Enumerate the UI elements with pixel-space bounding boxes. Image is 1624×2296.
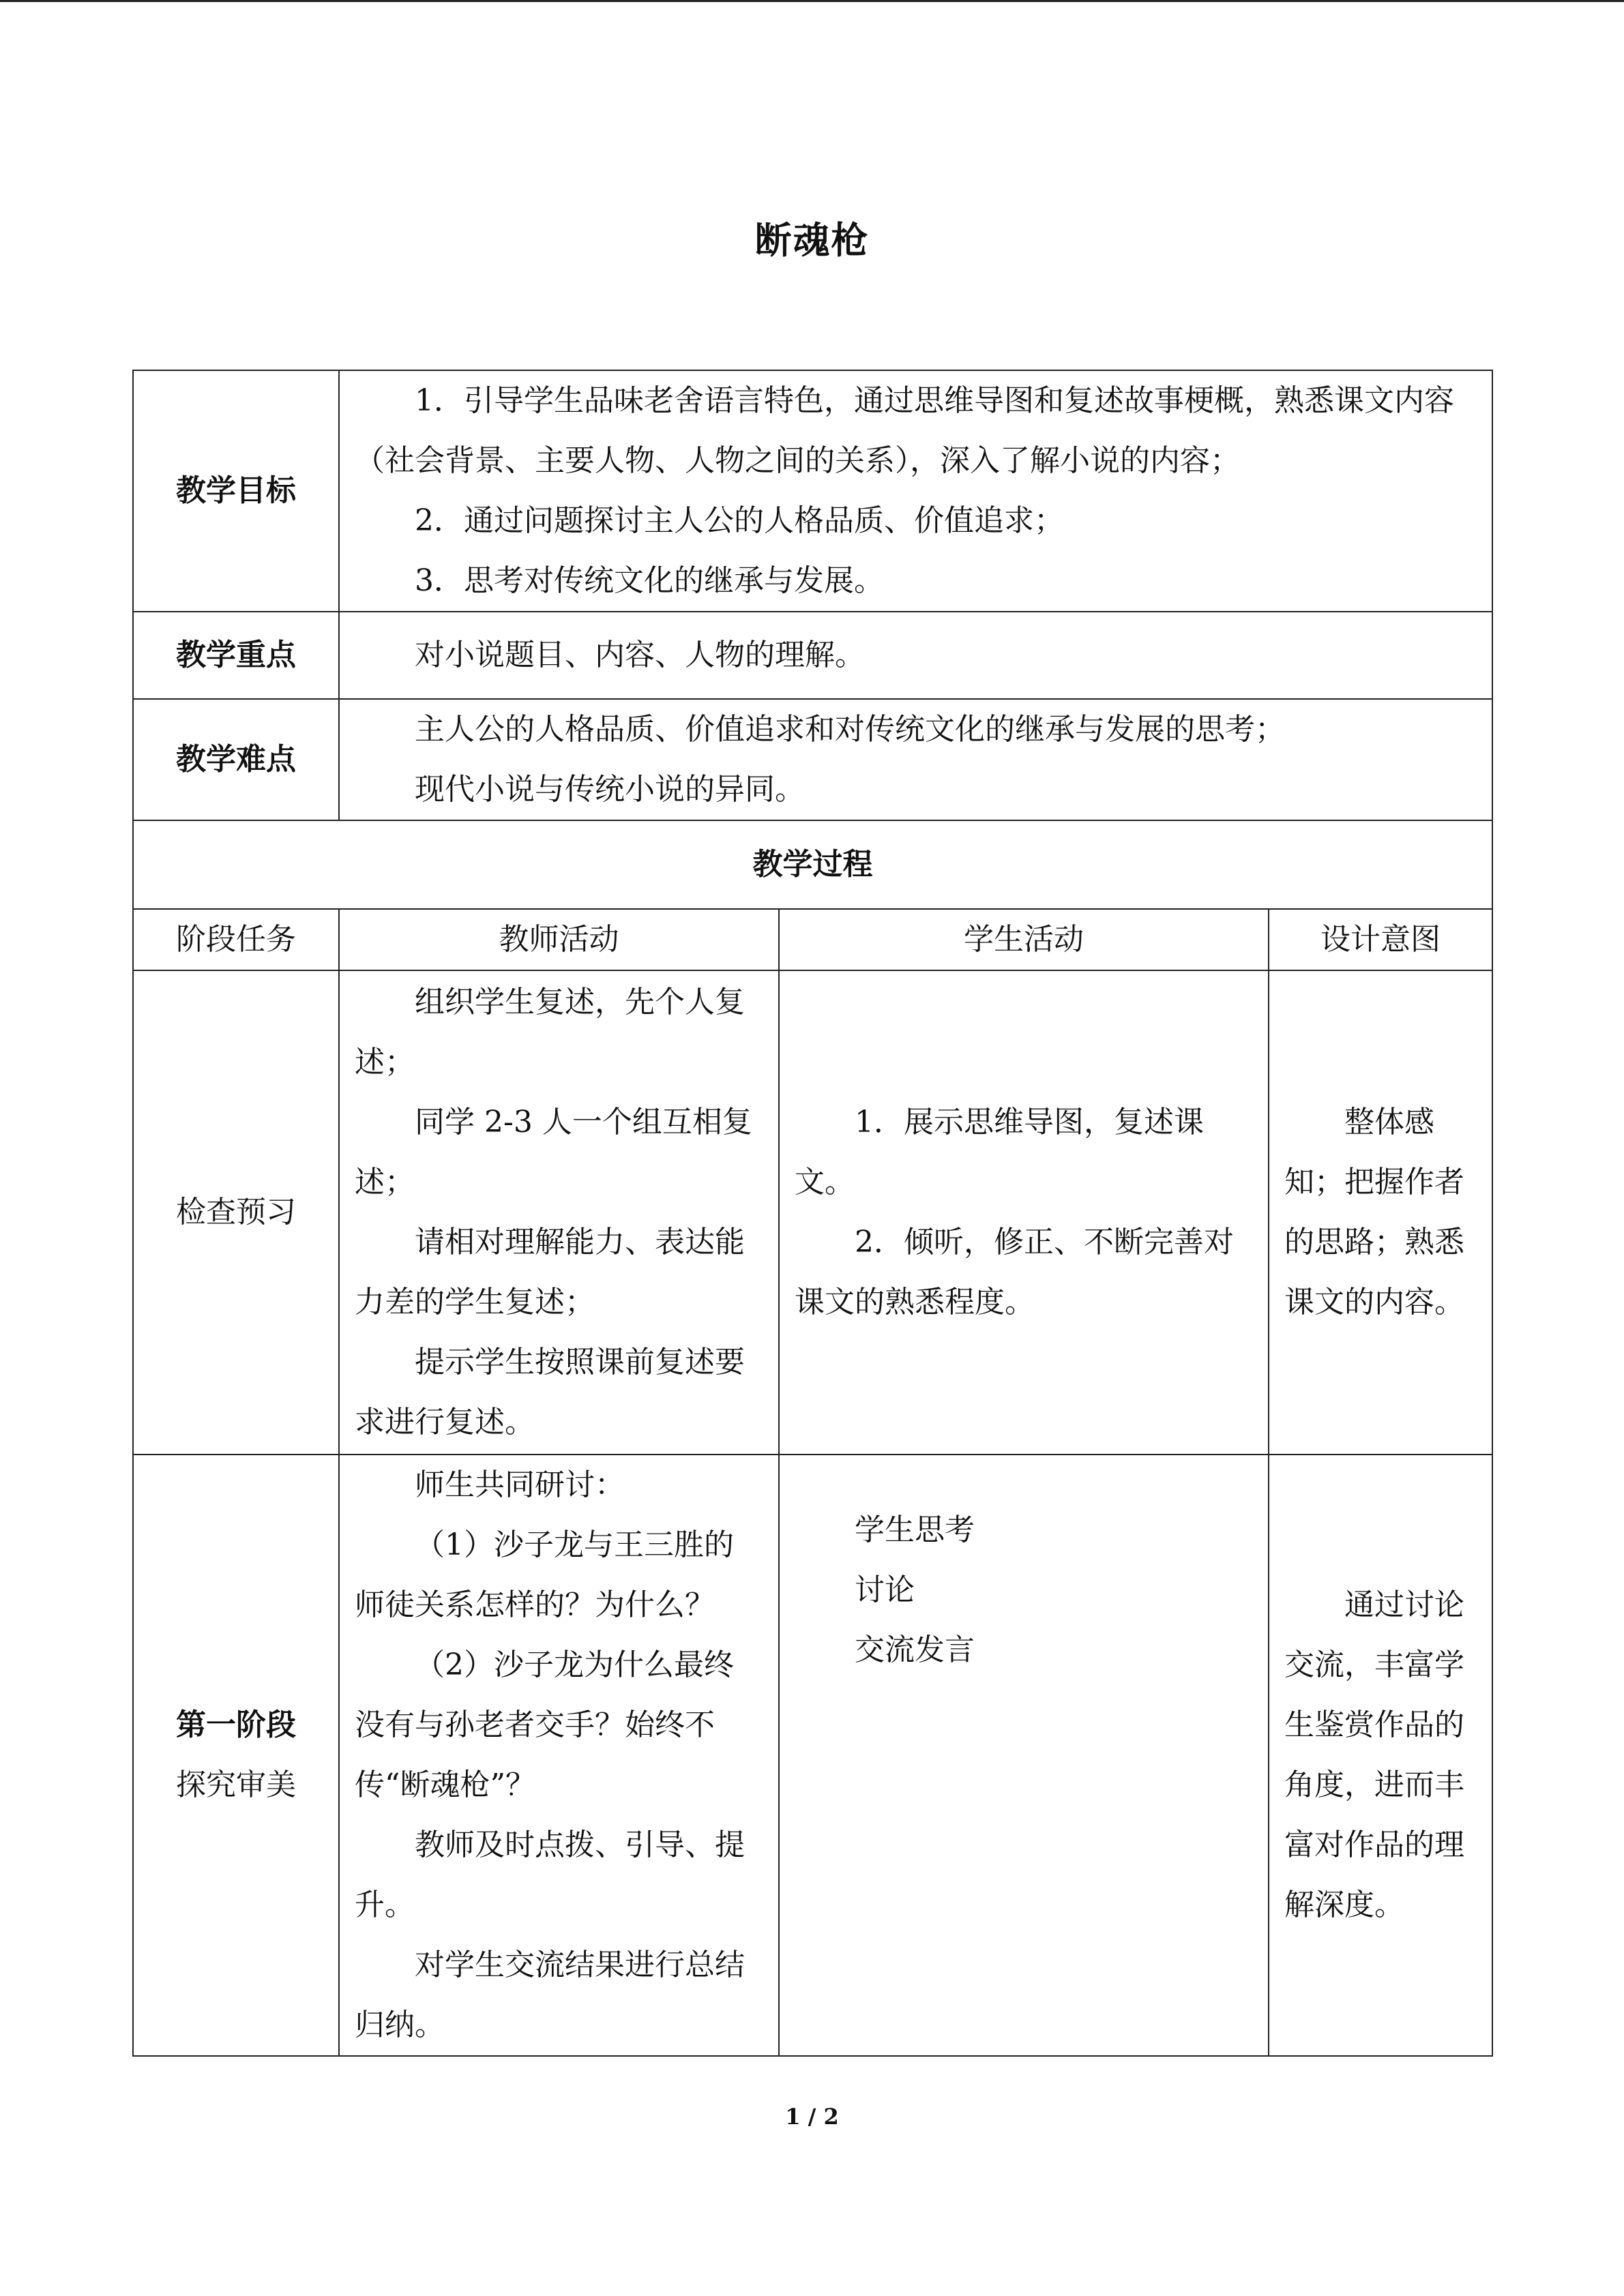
process-row-preview [133,970,1492,1455]
objective-item: 2．通过问题探讨主人公的人格品质、价值追求； [415,503,1064,538]
teacher-activity-item: （1）沙子龙与王三胜的师徒关系怎样的？为什么？ [355,1527,734,1622]
difficulty-item: 现代小说与传统小说的异同。 [415,772,805,807]
objectives-content [339,370,1492,612]
stage-title: 第一阶段 [176,1708,296,1742]
column-header-student: 学生活动 [779,909,1269,970]
page-top-rule [0,0,1624,2]
teacher-activity-item: 组织学生复述，先个人复述； [355,985,745,1079]
student-activity-item: 交流发言 [855,1632,975,1667]
teacher-activity-item: 师生共同研讨： [415,1467,625,1502]
difficulties-row [133,699,1492,820]
column-header-stage: 阶段任务 [133,909,339,970]
process-title: 教学过程 [133,820,1492,909]
process-row-stage-one [133,1455,1492,2056]
stage-subtitle: 探究审美 [176,1768,296,1802]
design-intent-text: 整体感知；把握作者的思路；熟悉课文的内容。 [1284,1105,1464,1320]
lesson-plan-table [132,370,1493,2057]
difficulties-label: 教学难点 [133,699,339,820]
difficulties-content [339,699,1492,820]
column-header-intent: 设计意图 [1269,909,1492,970]
key-points-text: 对小说题目、内容、人物的理解。 [415,638,865,672]
teacher-activity-item: 请相对理解能力、表达能力差的学生复述； [355,1225,745,1320]
teacher-activity-item: （2）沙子龙为什么最终没有与孙老者交手？始终不传“断魂枪”？ [355,1648,734,1802]
key-points-content [339,612,1492,699]
stage-cell [133,970,339,1455]
objective-item: 3．思考对传统文化的继承与发展。 [415,563,884,598]
teacher-activity-item: 对学生交流结果进行总结归纳。 [355,1948,745,2042]
document-title: 断魂枪 [754,219,870,262]
design-intent-text: 通过讨论交流，丰富学生鉴赏作品的角度，进而丰富对作品的理解深度。 [1284,1587,1464,1922]
difficulty-item: 主人公的人格品质、价值追求和对传统文化的继承与发展的思考； [415,712,1285,747]
teacher-activity-item: 提示学生按照课前复述要求进行复述。 [355,1345,745,1440]
design-intent-cell [1269,1455,1492,2056]
teacher-activity-item: 教师及时点拨、引导、提升。 [355,1828,745,1922]
objective-item: 1．引导学生品味老舍语言特色，通过思维导图和复述故事梗概，熟悉课文内容（社会背景、主要人物、人物之间的关系），深入了解小说的内容； [355,383,1454,478]
process-title-row [133,820,1492,909]
column-header-row [133,909,1492,970]
key-points-row [133,612,1492,699]
column-header-teacher: 教师活动 [339,909,779,970]
student-activity-item: 学生思考 [855,1512,975,1547]
teacher-activity-cell [339,1455,779,2056]
key-points-label: 教学重点 [133,612,339,699]
teacher-activity-cell [339,970,779,1455]
stage-label: 检查预习 [176,1195,296,1229]
page-number: 1 / 2 [785,2104,839,2130]
student-activity-item: 讨论 [855,1572,915,1607]
student-activity-item: 1．展示思维导图，复述课文。 [795,1105,1204,1199]
objectives-label: 教学目标 [133,370,339,612]
student-activity-item: 2．倾听，修正、不断完善对课文的熟悉程度。 [795,1225,1234,1320]
student-activity-cell [779,1455,1269,2056]
student-activity-cell [779,970,1269,1455]
design-intent-cell [1269,970,1492,1455]
objectives-row [133,370,1492,612]
stage-cell [133,1455,339,2056]
teacher-activity-item: 同学 2-3 人一个组互相复述； [355,1105,752,1199]
